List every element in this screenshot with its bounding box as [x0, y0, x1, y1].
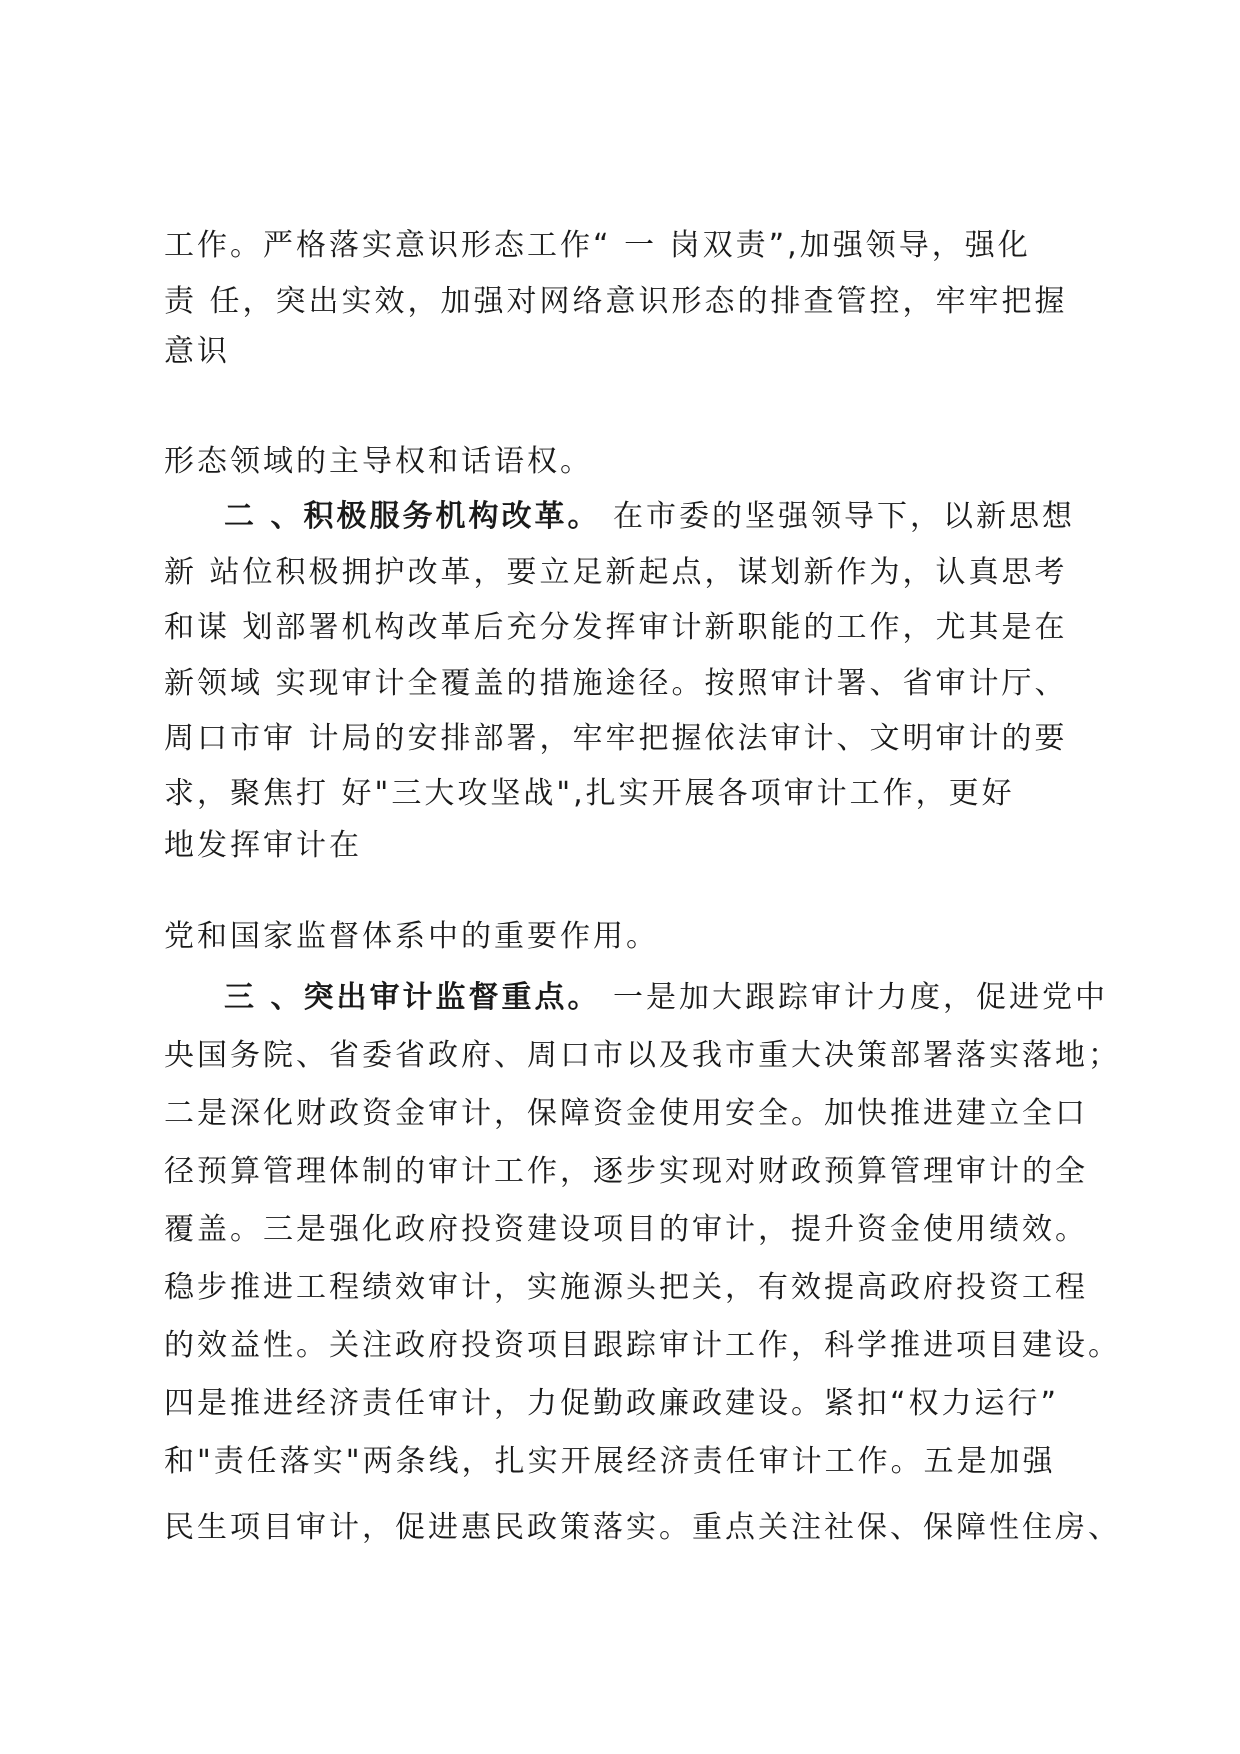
section-three-lead-text: 一是加大跟踪审计力度，促进党中: [600, 980, 1108, 1015]
body-text-line: 形态领域的主导权和话语权。: [164, 444, 593, 479]
body-text-line: 责 任，突出实效，加强对网络意识形态的排查管控，牢牢把握: [164, 284, 1068, 319]
section-two-lead-text: 在市委的坚强领导下，以新思想: [600, 499, 1075, 534]
body-text-line: 央国务院、省委省政府、周口市以及我市重大决策部署落实落地；: [164, 1038, 1121, 1073]
body-text-line: 和"责任落实"两条线，扎实开展经济责任审计工作。五是加强: [164, 1444, 1056, 1479]
section-three-first-line: [224, 978, 1108, 1018]
body-text-line: 二是深化财政资金审计，保障资金使用安全。加快推进建立全口: [164, 1096, 1088, 1131]
body-text-line: 新领域 实现审计全覆盖的措施途径。按照审计署、省审计厅、: [164, 666, 1068, 701]
body-text-line: 地发挥审计在: [164, 828, 362, 863]
body-text-line: 径预算管理体制的审计工作，逐步实现对财政预算管理审计的全: [164, 1154, 1088, 1189]
section-three-heading: 三 、突出审计监督重点。: [224, 980, 601, 1015]
body-text-line: 民生项目审计，促进惠民政策落实。重点关注社保、保障性住房、: [164, 1510, 1121, 1545]
body-text-line: 的效益性。关注政府投资项目跟踪审计工作，科学推进项目建设。: [164, 1328, 1121, 1363]
body-text-line: 工作。严格落实意识形态工作“ 一 岗双责”,加强领导，强化: [164, 228, 1031, 263]
body-text-line: 稳步推进工程绩效审计，实施源头把关，有效提高政府投资工程: [164, 1270, 1088, 1305]
body-text-line: 意识: [164, 334, 230, 369]
section-two-first-line: [224, 497, 1075, 537]
body-text-line: 求，聚焦打 好"三大攻坚战",扎实开展各项审计工作，更好: [164, 776, 1015, 811]
body-text-line: 新 站位积极拥护改革，要立足新起点，谋划新作为，认真思考: [164, 555, 1068, 590]
body-text-line: 覆盖。三是强化政府投资建设项目的审计，提升资金使用绩效。: [164, 1212, 1088, 1247]
body-text-line: 周口市审 计局的安排部署，牢牢把握依法审计、文明审计的要: [164, 721, 1068, 756]
body-text-line: 四是推进经济责任审计，力促勤政廉政建设。紧扣“权力运行”: [164, 1386, 1060, 1421]
body-text-line: 党和国家监督体系中的重要作用。: [164, 919, 659, 954]
section-two-heading: 二 、积极服务机构改革。: [224, 499, 601, 534]
body-text-line: 和谋 划部署机构改革后充分发挥审计新职能的工作，尤其是在: [164, 610, 1068, 645]
